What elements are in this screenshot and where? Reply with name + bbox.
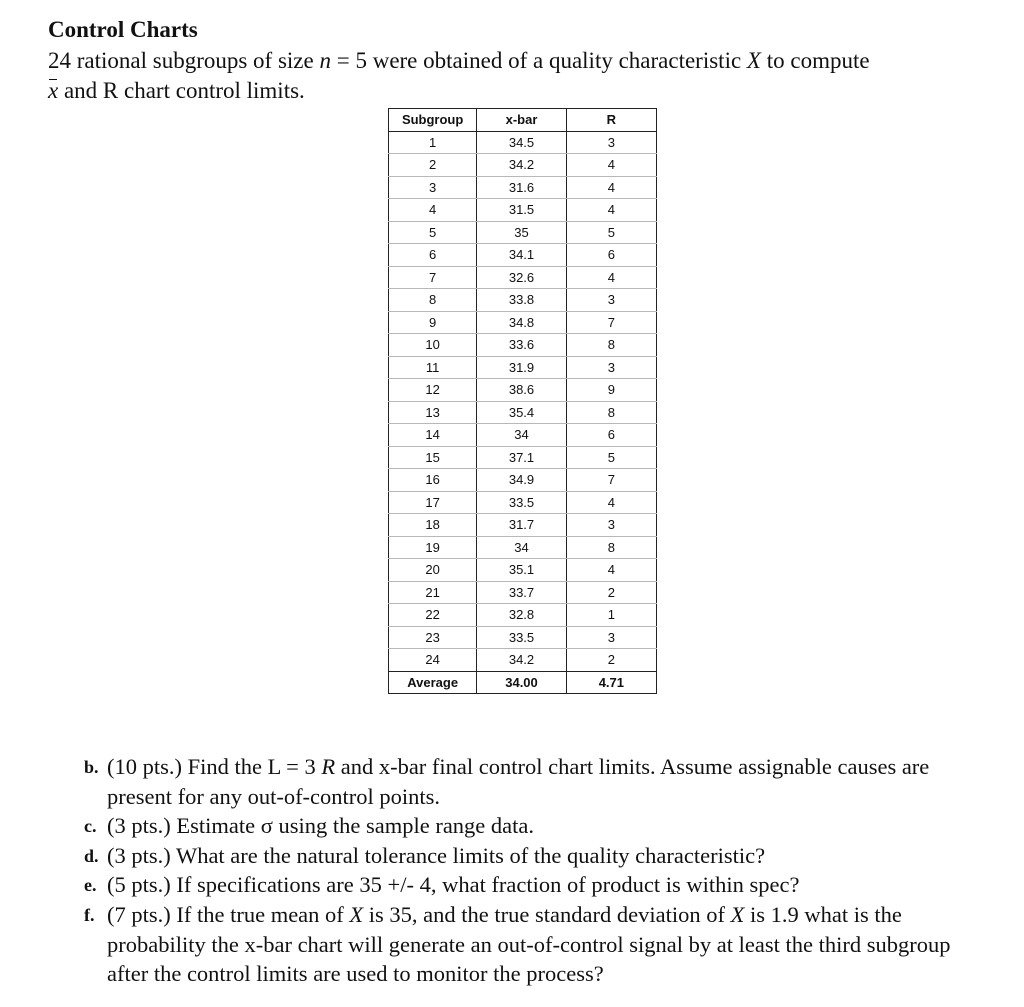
question-f-text-1: (7 pts.) If the true mean of (107, 901, 350, 927)
cell-r: 8 (566, 334, 656, 357)
table-row (389, 401, 657, 424)
cell-xbar: 31.5 (477, 199, 566, 222)
question-b (84, 752, 989, 811)
n-symbol: n (319, 48, 331, 73)
header-r: R (566, 109, 656, 132)
question-f-text-2: is 35, and the true standard deviation of (363, 901, 731, 927)
cell-subgroup: 20 (389, 559, 477, 582)
cell-xbar: 31.7 (477, 514, 566, 537)
average-xbar: 34.00 (477, 671, 566, 694)
cell-r: 5 (566, 221, 656, 244)
table-row (389, 469, 657, 492)
cell-xbar: 33.7 (477, 581, 566, 604)
question-e-text: (5 pts.) If specifications are 35 +/- 4, what fraction of product is within spec? (107, 872, 800, 898)
table-row (389, 154, 657, 177)
cell-xbar: 34.8 (477, 311, 566, 334)
average-label: Average (389, 671, 477, 694)
cell-subgroup: 4 (389, 199, 477, 222)
question-f (84, 900, 989, 989)
cell-r: 4 (566, 176, 656, 199)
table-row (389, 491, 657, 514)
question-d-text: (3 pts.) What are the natural tolerance limits of the quality characteristic? (107, 842, 766, 868)
table-row (389, 244, 657, 267)
table-row (389, 559, 657, 582)
x-symbol: X (730, 901, 745, 927)
cell-subgroup: 14 (389, 424, 477, 447)
cell-subgroup: 18 (389, 514, 477, 537)
question-f-label: f. (84, 904, 95, 925)
cell-r: 1 (566, 604, 656, 627)
cell-xbar: 32.6 (477, 266, 566, 289)
cell-r: 3 (566, 289, 656, 312)
question-d-label: d. (84, 845, 99, 866)
cell-xbar: 33.5 (477, 491, 566, 514)
table-row (389, 266, 657, 289)
table-row (389, 199, 657, 222)
table-row (389, 626, 657, 649)
cell-xbar: 31.9 (477, 356, 566, 379)
cell-r: 3 (566, 356, 656, 379)
table-row (389, 536, 657, 559)
cell-subgroup: 17 (389, 491, 477, 514)
cell-r: 8 (566, 536, 656, 559)
intro-text-3: to compute (760, 48, 870, 73)
cell-xbar: 33.8 (477, 289, 566, 312)
cell-xbar: 38.6 (477, 379, 566, 402)
question-b-text-2: and x-bar final control chart limits. Assume assignable causes are present for any out-of-control points. (107, 754, 930, 809)
xbar-symbol: x (48, 76, 58, 106)
cell-r: 9 (566, 379, 656, 402)
cell-xbar: 33.6 (477, 334, 566, 357)
average-r: 4.71 (566, 671, 656, 694)
cell-xbar: 34 (477, 536, 566, 559)
cell-r: 3 (566, 131, 656, 154)
subgroup-data-table (388, 108, 657, 694)
table-row (389, 581, 657, 604)
cell-xbar: 34.2 (477, 154, 566, 177)
cell-subgroup: 23 (389, 626, 477, 649)
cell-subgroup: 15 (389, 446, 477, 469)
cell-r: 3 (566, 514, 656, 537)
cell-xbar: 34.1 (477, 244, 566, 267)
question-c-text: (3 pts.) Estimate σ using the sample range data. (107, 813, 535, 839)
cell-xbar: 35.4 (477, 401, 566, 424)
cell-xbar: 35.1 (477, 559, 566, 582)
cell-subgroup: 12 (389, 379, 477, 402)
table-body (389, 131, 657, 671)
cell-subgroup: 10 (389, 334, 477, 357)
cell-xbar: 37.1 (477, 446, 566, 469)
table-row (389, 356, 657, 379)
table-row (389, 311, 657, 334)
intro-text-2: = 5 were obtained of a quality characteristic (330, 48, 747, 73)
cell-subgroup: 3 (389, 176, 477, 199)
cell-xbar: 34.9 (477, 469, 566, 492)
intro-text-4: and R chart control limits. (58, 78, 305, 103)
x-symbol: X (746, 48, 761, 73)
cell-subgroup: 5 (389, 221, 477, 244)
table-row (389, 514, 657, 537)
x-symbol: X (349, 901, 364, 927)
cell-subgroup: 7 (389, 266, 477, 289)
cell-r: 3 (566, 626, 656, 649)
cell-xbar: 34.2 (477, 649, 566, 672)
cell-subgroup: 11 (389, 356, 477, 379)
table-row (389, 446, 657, 469)
cell-subgroup: 13 (389, 401, 477, 424)
cell-r: 7 (566, 311, 656, 334)
question-c (84, 811, 989, 841)
cell-subgroup: 6 (389, 244, 477, 267)
cell-subgroup: 19 (389, 536, 477, 559)
cell-subgroup: 1 (389, 131, 477, 154)
table-row (389, 604, 657, 627)
cell-r: 8 (566, 401, 656, 424)
cell-xbar: 32.8 (477, 604, 566, 627)
cell-r: 4 (566, 491, 656, 514)
question-b-label: b. (84, 757, 99, 777)
cell-xbar: 35 (477, 221, 566, 244)
question-c-label: c. (84, 816, 97, 837)
question-b-text-1: (10 pts.) Find the L = 3 (107, 754, 322, 779)
cell-r: 6 (566, 244, 656, 267)
cell-r: 6 (566, 424, 656, 447)
table-row (389, 424, 657, 447)
cell-r: 2 (566, 649, 656, 672)
table-row (389, 334, 657, 357)
table-row (389, 221, 657, 244)
header-xbar: x-bar (477, 109, 566, 132)
cell-r: 7 (566, 469, 656, 492)
table-row (389, 649, 657, 672)
header-subgroup: Subgroup (389, 109, 477, 132)
table-row (389, 131, 657, 154)
cell-xbar: 34.5 (477, 131, 566, 154)
table-row (389, 176, 657, 199)
question-f-text-3: is 1.9 what is the probability the x-bar chart will generate an out-of-control signal by at least the third subgroup after the control limits are used to monitor the process? (107, 901, 951, 987)
table-header-row (389, 109, 657, 132)
intro-text-1: 24 rational subgroups of size (48, 48, 320, 73)
table-row (389, 379, 657, 402)
cell-r: 4 (566, 199, 656, 222)
cell-xbar: 34 (477, 424, 566, 447)
r-symbol: R (321, 754, 336, 779)
cell-subgroup: 16 (389, 469, 477, 492)
question-d (84, 841, 989, 871)
question-e-label: e. (84, 875, 97, 896)
cell-subgroup: 22 (389, 604, 477, 627)
question-e (84, 870, 989, 900)
cell-subgroup: 8 (389, 289, 477, 312)
cell-xbar: 31.6 (477, 176, 566, 199)
cell-r: 4 (566, 154, 656, 177)
cell-subgroup: 9 (389, 311, 477, 334)
cell-subgroup: 21 (389, 581, 477, 604)
cell-xbar: 33.5 (477, 626, 566, 649)
intro-paragraph (48, 46, 1008, 106)
cell-r: 4 (566, 266, 656, 289)
cell-r: 4 (566, 559, 656, 582)
cell-r: 2 (566, 581, 656, 604)
questions-list (84, 752, 989, 989)
table-row (389, 289, 657, 312)
cell-subgroup: 24 (389, 649, 477, 672)
cell-r: 5 (566, 446, 656, 469)
page-title: Control Charts (48, 17, 198, 42)
cell-subgroup: 2 (389, 154, 477, 177)
table-average-row (389, 671, 657, 694)
